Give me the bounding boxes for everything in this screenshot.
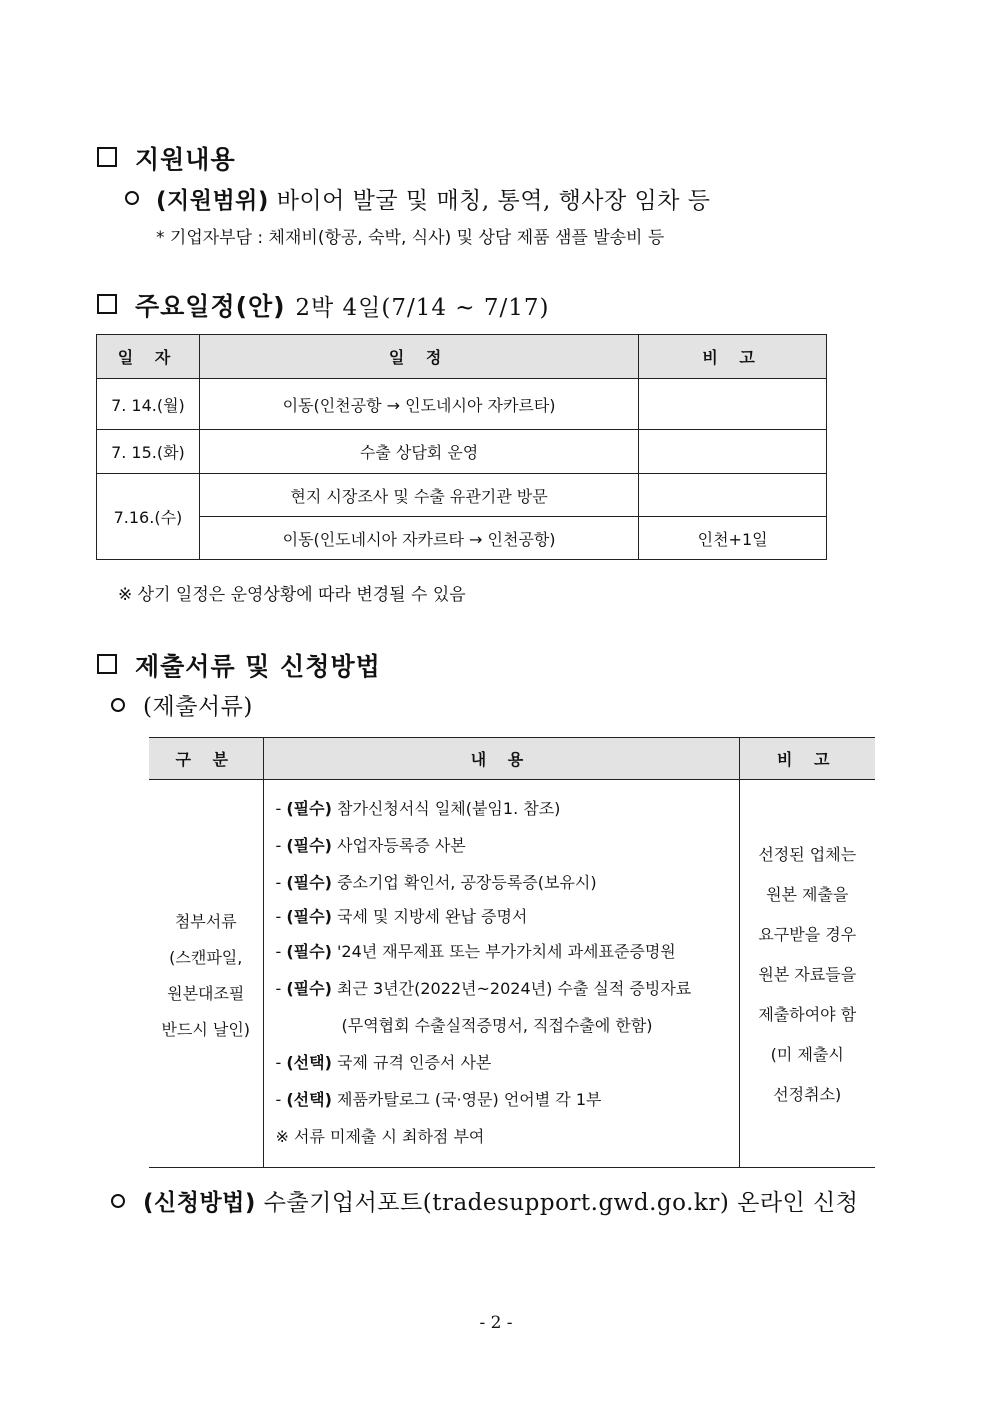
content-cell [263, 780, 739, 1168]
section2-subtitle: 2박 4일(7/14 ~ 7/17) [295, 295, 550, 321]
bullet-circle-icon [125, 191, 139, 205]
row-schedule: 이동(인천공항 → 인도네시아 자카르타) [199, 379, 638, 430]
remark-line: 요구받을 경우 [758, 925, 857, 944]
page-number: - 2 - [479, 1313, 513, 1333]
section1-bullet-text: 바이어 발굴 및 매칭, 통역, 행사장 임차 등 [276, 188, 711, 214]
remark-line: 원본 제출을 [766, 885, 849, 904]
row-schedule: 수출 상담회 운영 [199, 430, 638, 474]
checkbox-square-icon [97, 654, 117, 674]
list-item: - (필수) 최근 3년간(2022년~2024년) 수출 실적 증빙자료 [275, 979, 692, 998]
documents-table-header [149, 738, 875, 780]
warning-text: ※ 서류 미제출 시 최하점 부여 [275, 1127, 485, 1146]
section3-bullet1: (제출서류) [143, 694, 253, 720]
section1-bullet [156, 182, 711, 215]
header-category: 구 분 [149, 738, 263, 780]
list-item: - (필수) 국세 및 지방세 완납 증명서 [275, 907, 528, 926]
list-item: - (필수) 중소기업 확인서, 공장등록증(보유시) [275, 873, 597, 892]
table-row [97, 379, 827, 430]
remark-line: 제출하여야 함 [758, 1005, 857, 1024]
list-item: - (선택) 국제 규격 인증서 사본 [275, 1053, 492, 1072]
checkbox-square-icon [97, 147, 117, 167]
category-cell [149, 780, 263, 1168]
header-content: 내 용 [263, 738, 739, 780]
row-note: 인천+1일 [639, 517, 827, 560]
section1-bullet-label: (지원범위) [156, 188, 269, 214]
section3-bullet2 [143, 1184, 859, 1217]
category-line: 원본대조필 [167, 983, 245, 1003]
bullet-circle-icon [111, 698, 125, 712]
section2-title: 주요일정(안) [135, 292, 286, 321]
remark-cell [739, 780, 875, 1168]
list-item: (무역협회 수출실적증명서, 직접수출에 한함) [341, 1016, 653, 1035]
schedule-footnote: ※ 상기 일정은 운영상황에 따라 변경될 수 있음 [118, 585, 466, 605]
schedule-table [96, 334, 827, 560]
category-line: (스캔파일, [169, 947, 243, 967]
header-note: 비 고 [639, 335, 827, 379]
row-note [639, 430, 827, 474]
row-schedule: 이동(인도네시아 자카르타 → 인천공항) [199, 517, 638, 560]
list-item: - (필수) 참가신청서식 일체(붙임1. 참조) [275, 799, 561, 818]
row-date: 7.16.(수) [97, 474, 200, 560]
schedule-table-header [97, 335, 827, 379]
row-schedule: 현지 시장조사 및 수출 유관기관 방문 [199, 474, 638, 517]
section2-heading [135, 287, 549, 323]
section1-title: 지원내용 [135, 145, 236, 174]
row-date: 7. 14.(월) [97, 379, 200, 430]
table-row [97, 474, 827, 517]
bullet-circle-icon [111, 1194, 125, 1208]
section3-bullet2-text: 수출기업서포트(tradesupport.gwd.go.kr) 온라인 신청 [263, 1190, 859, 1216]
section3-bullet2-label: (신청방법) [143, 1190, 256, 1216]
table-row [97, 430, 827, 474]
list-item: - (선택) 제품카탈로그 (국·영문) 언어별 각 1부 [275, 1090, 602, 1109]
section1-note: * 기업자부담 : 체재비(항공, 숙박, 식사) 및 상담 제품 샘플 발송비 등 [156, 228, 665, 248]
documents-table [149, 737, 875, 1168]
table-row [149, 780, 875, 1168]
checkbox-square-icon [97, 294, 117, 314]
remark-line: 선정된 업체는 [758, 845, 857, 864]
section3-title: 제출서류 및 신청방법 [135, 652, 381, 681]
header-remark: 비 고 [739, 738, 875, 780]
row-note [639, 379, 827, 430]
row-note [639, 474, 827, 517]
remark-line: 원본 자료들을 [758, 965, 857, 984]
header-date: 일 자 [97, 335, 200, 379]
row-date: 7. 15.(화) [97, 430, 200, 474]
list-item: - (필수) 사업자등록증 사본 [275, 836, 466, 855]
header-schedule: 일 정 [199, 335, 638, 379]
remark-line: 선정취소) [773, 1085, 842, 1104]
table-row [97, 517, 827, 560]
category-line: 반드시 날인) [161, 1019, 251, 1039]
category-line: 첨부서류 [174, 911, 237, 931]
list-item: - (필수) '24년 재무제표 또는 부가가치세 과세표준증명원 [275, 942, 676, 961]
remark-line: (미 제출시 [770, 1045, 844, 1064]
